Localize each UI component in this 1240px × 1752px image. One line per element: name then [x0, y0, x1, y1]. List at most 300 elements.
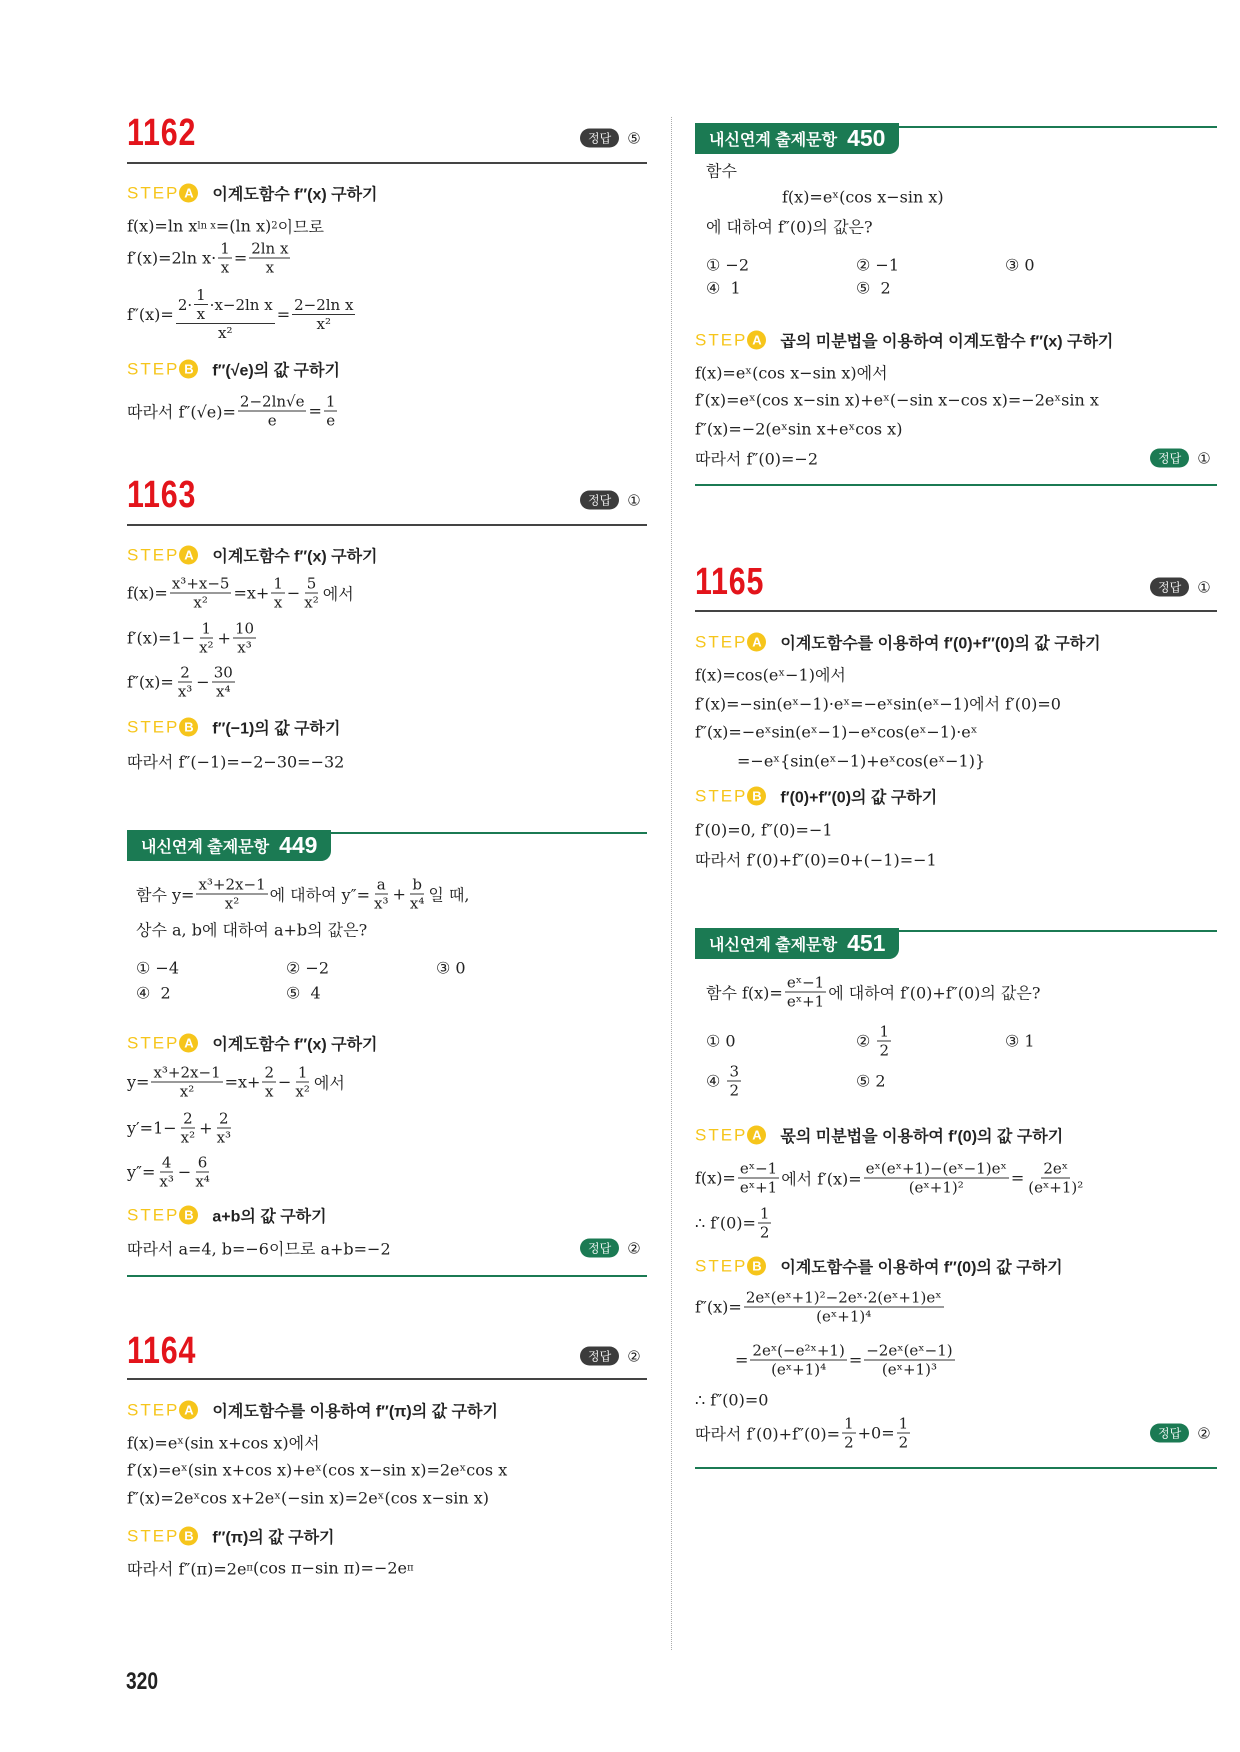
choice [1005, 256, 1035, 275]
step-label: STEP [127, 1400, 180, 1419]
fraction [785, 974, 826, 1011]
denominator [216, 324, 234, 342]
choice [856, 279, 891, 298]
choice [706, 279, 741, 298]
fraction [197, 620, 215, 657]
math-text: x³ [237, 638, 252, 657]
superscript: π [407, 1562, 414, 1574]
problem-number-1163: 1163 [127, 474, 197, 516]
math-text: a [376, 875, 386, 894]
divider [127, 162, 647, 164]
choice [706, 1032, 736, 1051]
answer-label: 정답 [1150, 1424, 1189, 1443]
math-text: 따라서 f″(√e)= [127, 402, 236, 422]
step-label: STEP [127, 1526, 180, 1545]
math-text: f(x)=cos(eˣ−1)에서 [695, 665, 846, 685]
step-letter: B [747, 787, 766, 806]
fraction [151, 1064, 222, 1101]
math-text: 1 [297, 1063, 308, 1082]
step-a-heading [127, 182, 378, 205]
denominator [302, 594, 320, 612]
math-text: = [735, 1350, 749, 1370]
step-letter: B [179, 1527, 198, 1546]
math-text: f(x)=ln x [127, 216, 198, 236]
math-text: x³+x−5 [171, 574, 230, 593]
math-text: 1 [759, 1204, 770, 1223]
fraction [864, 1160, 1009, 1197]
math-text: f′(x)=eˣ(cos x−sin x)+eˣ(−sin x−cos x)=−2eˣsin x [695, 390, 1099, 410]
banner-label: 내신연계 출제문항 [141, 839, 270, 856]
fraction [194, 286, 208, 323]
step-letter: A [747, 331, 766, 350]
math-text: x² [224, 894, 240, 913]
step-title: f′(0)+f″(0)의 값 구하기 [780, 789, 938, 807]
math-text: y″= [127, 1162, 156, 1182]
math-text: 이므로 [277, 217, 325, 237]
math-text: ② −1 [856, 255, 900, 275]
math-text: 6 [197, 1153, 208, 1172]
divider [695, 610, 1217, 612]
denominator [191, 594, 209, 612]
math-text: f(x)= [695, 1168, 736, 1188]
choice [436, 959, 466, 978]
solution-line [127, 664, 237, 701]
fraction [864, 1342, 954, 1379]
math-text: ·x−2ln x [209, 295, 273, 314]
numerator [262, 1064, 276, 1083]
math-text: f(x)=eˣ(sin x+cos x)에서 [127, 1433, 320, 1453]
math-text: f′(x)=eˣ(sin x+cos x)+eˣ(cos x−sin x)=2eˣcos x [127, 1460, 508, 1480]
step-label: STEP [695, 632, 748, 651]
numerator [727, 1063, 741, 1082]
math-text: 2 [759, 1223, 770, 1242]
step-b-heading [127, 358, 340, 381]
math-text: ⑤ 4 [286, 983, 321, 1003]
math-text: 따라서 f′(0)+f″(0)= [695, 1424, 841, 1444]
solution-line [127, 750, 344, 773]
choice [706, 1063, 743, 1100]
step-title: 몫의 미분법을 이용하여 f′(0)의 값 구하기 [780, 1128, 1064, 1146]
math-text: ② −2 [286, 958, 330, 978]
math-text: x³ [216, 1128, 232, 1147]
math-text: 2· [177, 295, 193, 314]
answer-badge [580, 129, 641, 148]
math-text: ④ 1 [706, 278, 741, 298]
step-letter: B [747, 1257, 766, 1276]
math-text: x [196, 305, 206, 323]
math-text: x⁴ [409, 894, 425, 913]
math-text: 2−2ln√e [239, 392, 305, 411]
answer-label: 정답 [580, 129, 619, 148]
math-text: 따라서 f″(π)=2e [127, 1559, 247, 1579]
numerator [249, 240, 290, 259]
math-text: f(x)= [127, 583, 168, 603]
fraction [176, 664, 194, 701]
math-text: f″(x)=−eˣsin(eˣ−1)−eˣcos(eˣ−1)·eˣ [695, 722, 978, 742]
step-label: STEP [695, 1256, 748, 1275]
math-text: b [412, 875, 422, 894]
math-text: f″(x)= [127, 304, 174, 324]
numerator [238, 393, 307, 412]
solution-line [127, 1237, 391, 1260]
problem-number-1165: 1165 [695, 561, 765, 603]
denominator [215, 1129, 233, 1147]
choice [136, 959, 179, 978]
step-b-heading [127, 716, 340, 739]
numerator [744, 1289, 944, 1308]
choice [706, 256, 749, 275]
question-line [706, 974, 1040, 1011]
numerator [194, 286, 208, 305]
choice [856, 1072, 886, 1091]
math-text: x² [193, 593, 208, 612]
answer-label: 정답 [1150, 578, 1189, 597]
math-text: x [264, 1082, 274, 1101]
denominator [223, 895, 241, 913]
math-text: ⑤ 2 [856, 278, 891, 298]
solution-line [695, 1205, 773, 1242]
fraction [727, 1063, 741, 1100]
question-line [136, 918, 367, 941]
step-letter: A [179, 546, 198, 565]
solution-line [127, 393, 339, 430]
choice [286, 984, 321, 1003]
math-text: 함수 f(x)= [706, 983, 783, 1003]
math-text: 2eˣ(eˣ+1)²−2eˣ·2(eˣ+1)eˣ [745, 1288, 942, 1307]
divider [127, 524, 647, 526]
math-text: (eˣ+1)³ [881, 1360, 937, 1379]
math-text: ③ 1 [1005, 1031, 1035, 1051]
fraction [758, 1205, 772, 1242]
math-text: 1 [844, 1414, 854, 1433]
math-text: − [278, 1072, 292, 1092]
solution-line [695, 420, 902, 439]
exam-question-banner [695, 928, 899, 959]
step-a-heading [695, 1124, 1063, 1147]
math-text: ① −4 [136, 958, 180, 978]
fraction [842, 1415, 856, 1452]
denominator [179, 1129, 197, 1147]
math-text: y′=1− [127, 1118, 177, 1138]
numerator [212, 664, 235, 683]
numerator [200, 620, 214, 639]
math-text: 3 [729, 1062, 739, 1081]
solution-line [695, 692, 1061, 715]
math-text: 2 [180, 663, 190, 682]
math-text: 1 [879, 1022, 889, 1041]
math-text: f(x)=eˣ(cos x−sin x)에서 [695, 363, 888, 383]
math-text: 일 때, [428, 885, 470, 905]
math-text: e [326, 411, 336, 430]
numerator [305, 575, 319, 594]
numerator [296, 1064, 310, 1083]
math-text: 함수 [706, 161, 737, 181]
solution-line [695, 447, 818, 470]
fraction [176, 286, 275, 342]
answer-label: 정답 [1150, 449, 1189, 468]
question-line [136, 876, 470, 913]
solution-line [695, 1160, 1087, 1197]
step-letter: A [747, 633, 766, 652]
math-text: +0= [857, 1423, 895, 1443]
math-text: ④ 2 [136, 983, 171, 1003]
step-title: 이계도함수 f″(x) 구하기 [212, 186, 378, 204]
step-label: STEP [695, 1125, 748, 1144]
denominator [266, 412, 279, 430]
solution-line [127, 1110, 235, 1147]
math-text: y= [127, 1072, 150, 1092]
math-text: f′(x)=−sin(eˣ−1)·eˣ=−eˣsin(eˣ−1)에서 f′(0)=0 [695, 694, 1061, 714]
math-text: x⁴ [216, 682, 231, 701]
numerator [196, 876, 267, 895]
superscript: 2 [271, 220, 278, 232]
math-text: x³ [177, 682, 193, 701]
math-text: x² [295, 1082, 310, 1101]
step-title: 곱의 미분법을 이용하여 이계도함수 f″(x) 구하기 [780, 333, 1114, 351]
numerator [877, 1023, 891, 1042]
answer-value: ① [1197, 450, 1211, 467]
numerator [758, 1205, 772, 1224]
math-text: x⁴ [195, 1172, 210, 1191]
numerator [181, 1110, 195, 1129]
math-text: 따라서 a=4, b=−6이므로 a+b=−2 [127, 1239, 391, 1259]
step-letter: A [179, 184, 198, 203]
math-text: x³+2x−1 [198, 875, 266, 894]
solution-line [695, 1415, 912, 1452]
math-text: 2ln x [251, 239, 289, 258]
math-text: = [848, 1350, 863, 1370]
denominator [814, 1308, 873, 1326]
numerator [864, 1160, 1009, 1179]
fraction [1026, 1160, 1085, 1197]
math-text: (eˣ+1)⁴ [771, 1360, 827, 1379]
math-text: x³ [374, 894, 389, 913]
fraction [238, 393, 307, 430]
math-text: f″(x)= [695, 1297, 742, 1317]
answer-value: ② [1197, 1425, 1211, 1442]
math-text: − [286, 583, 301, 603]
denominator [193, 1173, 211, 1191]
denominator [408, 895, 426, 913]
denominator [315, 315, 333, 333]
denominator [727, 1082, 741, 1100]
solution-line [695, 723, 978, 742]
step-label: STEP [695, 786, 748, 805]
denominator [293, 1083, 311, 1101]
denominator [897, 1434, 911, 1452]
math-text: f″(x)=2eˣcos x+2eˣ(−sin x)=2eˣ(cos x−sin x) [127, 1488, 490, 1508]
fraction [372, 876, 390, 913]
answer-badge [1150, 1424, 1211, 1443]
solution-line [695, 1391, 768, 1410]
denominator [157, 1173, 175, 1191]
answer-value: ① [1197, 579, 1211, 596]
step-label: STEP [127, 1205, 180, 1224]
solution-line [127, 1489, 489, 1508]
math-text: x² [316, 314, 332, 333]
fraction [738, 1160, 779, 1197]
math-text: = [233, 248, 248, 268]
solution-line [695, 391, 1099, 410]
math-text: (eˣ+1)⁴ [816, 1307, 872, 1326]
step-title: 이계도함수를 이용하여 f′(0)+f″(0)의 값 구하기 [780, 635, 1101, 653]
fraction [218, 240, 232, 277]
math-text: 따라서 f″(−1)=−2−30=−32 [127, 752, 345, 772]
math-text: + [199, 1118, 213, 1138]
denominator [263, 1083, 275, 1101]
fraction [877, 1023, 891, 1060]
math-text: =(ln x) [215, 216, 272, 236]
math-text: 2−2ln x [294, 295, 354, 314]
numerator [160, 1154, 174, 1173]
fraction [744, 1289, 944, 1326]
problem-number-1162: 1162 [127, 112, 197, 154]
numerator [176, 286, 275, 324]
math-text: 5 [306, 574, 317, 593]
banner-number: 451 [847, 930, 886, 956]
step-title: 이계도함수를 이용하여 f″(0)의 값 구하기 [780, 1259, 1063, 1277]
step-letter: B [179, 718, 198, 737]
step-title: f″(√e)의 값 구하기 [212, 362, 340, 380]
fraction [302, 575, 320, 612]
math-text: −2eˣ(eˣ−1) [866, 1341, 953, 1360]
math-text: x² [218, 324, 233, 342]
denominator [272, 594, 284, 612]
question-line [706, 215, 873, 238]
divider [127, 1378, 647, 1380]
numerator [738, 1160, 779, 1179]
solution-line [735, 1342, 957, 1379]
math-text: 에서 [313, 1073, 345, 1093]
math-text: 에서 f′(x)= [781, 1169, 862, 1189]
math-text: 10 [234, 619, 255, 638]
numerator [170, 575, 232, 594]
math-text: − [196, 672, 210, 692]
math-text: = [276, 304, 291, 324]
solution-line [695, 848, 937, 871]
fraction [750, 1342, 846, 1379]
numerator [842, 1415, 856, 1434]
question-line [782, 188, 944, 207]
math-text: x [265, 258, 275, 277]
math-text: eˣ−1 [739, 1159, 778, 1178]
math-text: ④ [706, 1071, 726, 1091]
denominator [907, 1179, 966, 1197]
math-text: 30 [213, 663, 233, 682]
denominator [842, 1434, 856, 1452]
choice [856, 1023, 893, 1060]
math-text: (eˣ+1)² [1028, 1178, 1084, 1197]
solution-line [127, 1557, 414, 1580]
step-title: a+b의 값 구하기 [212, 1208, 327, 1226]
section-rule [695, 1467, 1217, 1469]
answer-badge [1150, 578, 1211, 597]
math-text: 따라서 f′(0)+f″(0)=0+(−1)=−1 [695, 850, 937, 870]
numerator [864, 1342, 954, 1361]
math-text: eˣ+1 [739, 1178, 778, 1197]
solution-line [127, 1431, 320, 1454]
math-text: 1 [273, 574, 283, 593]
choice [286, 959, 329, 978]
solution-line [127, 1064, 345, 1101]
math-text: 상수 a, b에 대하여 a+b의 값은? [136, 920, 368, 940]
banner-number: 449 [279, 832, 318, 858]
math-text: f′(x)=2ln x· [127, 248, 217, 268]
math-text: ∴ f″(0)=0 [695, 1390, 769, 1410]
denominator [769, 1361, 828, 1379]
math-text: x [273, 593, 283, 612]
step-b-heading [695, 785, 937, 808]
fraction [293, 1064, 311, 1101]
numerator [410, 876, 424, 895]
problem-number-1164: 1164 [127, 1330, 197, 1372]
math-text: = [1010, 1168, 1025, 1188]
answer-label: 정답 [580, 1239, 619, 1258]
denominator [214, 683, 232, 701]
math-text: f″(x)=−2(eˣsin x+eˣcos x) [695, 419, 903, 439]
banner-label: 내신연계 출제문항 [709, 132, 838, 149]
step-label: STEP [127, 717, 180, 736]
math-text: 1 [325, 392, 336, 411]
question-line [706, 159, 737, 182]
math-text: ① 0 [706, 1031, 736, 1051]
math-text: ③ 0 [1005, 255, 1035, 275]
math-text: 2 [219, 1109, 229, 1128]
denominator [785, 993, 826, 1011]
solution-line [127, 240, 292, 277]
banner-label: 내신연계 출제문항 [709, 937, 838, 954]
math-text: 1 [898, 1414, 909, 1433]
math-text: 1 [220, 239, 230, 258]
math-text: 따라서 f″(0)=−2 [695, 449, 819, 469]
denominator [372, 895, 390, 913]
step-title: 이계도함수 f″(x) 구하기 [212, 548, 378, 566]
math-text: =−eˣ{sin(eˣ−1)+eˣcos(eˣ−1)} [737, 751, 986, 771]
answer-label: 정답 [580, 1347, 619, 1366]
denominator [877, 1042, 891, 1060]
math-text: 4 [161, 1153, 172, 1172]
numerator [750, 1342, 846, 1361]
math-text: (cos π−sin π)=−2e [253, 1558, 407, 1578]
math-text: 2eˣ(−e²ˣ+1) [752, 1341, 845, 1360]
denominator [195, 305, 207, 323]
math-text: x³+2x−1 [153, 1063, 221, 1082]
step-letter: A [747, 1126, 766, 1145]
numerator [897, 1415, 911, 1434]
solution-line [695, 821, 833, 840]
banner-number: 450 [847, 125, 886, 151]
solution-line [127, 575, 354, 612]
fraction [170, 575, 232, 612]
solution-line [695, 361, 888, 384]
step-b-heading [695, 1255, 1063, 1278]
numerator [1041, 1160, 1070, 1179]
numerator [271, 575, 285, 594]
step-title: f″(π)의 값 구하기 [212, 1529, 335, 1547]
denominator [324, 412, 337, 430]
solution-line [127, 620, 258, 657]
section-rule [127, 1275, 647, 1277]
numerator [196, 1154, 210, 1173]
answer-value: ② [627, 1348, 641, 1365]
step-a-heading [695, 631, 1101, 654]
fraction [179, 1110, 197, 1147]
step-b-heading [127, 1525, 334, 1548]
answer-value: ⑤ [627, 130, 641, 147]
fraction [212, 664, 235, 701]
step-a-heading [127, 1399, 498, 1422]
solution-line [127, 215, 324, 238]
